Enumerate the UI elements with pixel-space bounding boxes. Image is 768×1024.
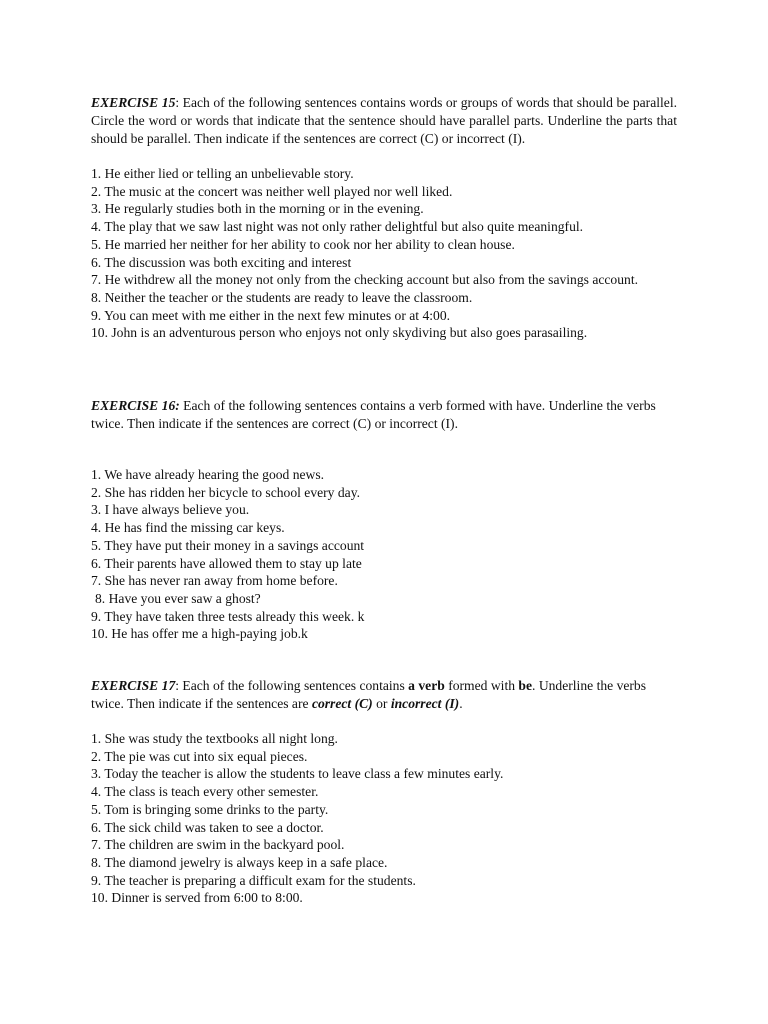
list-item: 7. She has never ran away from home before. (91, 573, 338, 589)
exercise-16-label: EXERCISE 16: (91, 398, 180, 413)
list-item: 3. He regularly studies both in the morning or in the evening. (91, 201, 424, 217)
list-item: 10. He has offer me a high-paying job.k (91, 626, 308, 642)
list-item: 5. He married her neither for her ability to cook nor her ability to clean house. (91, 236, 515, 252)
list-item: 1. He either lied or telling an unbelievable story. (91, 166, 354, 181)
exercise-15-text: Each of the following sentences contains words or groups of words that should be parallel. Circle the word or words that indicate that the sentence should have parallel parts. Underline the parts that should be parallel. Then indicate if the sentences are correct (C) or incorrect (I). (91, 95, 677, 146)
exercise-16-list (91, 466, 677, 643)
list-item: 7. The children are swim in the backyard pool. (91, 837, 345, 853)
exercise-17-emphasis: be (518, 678, 533, 693)
list-item: 9. You can meet with me either in the next few minutes or at 4:00. (91, 307, 451, 323)
list-item: 8. The diamond jewelry is always keep in a safe place. (91, 854, 388, 870)
list-item: 3. I have always believe you. (91, 502, 250, 518)
list-item: 6. The sick child was taken to see a doctor. (91, 819, 324, 835)
exercise-17-emphasis: incorrect (I) (390, 696, 460, 711)
list-item: 4. The play that we saw last night was not only rather delightful but also quite meaningful. (91, 219, 584, 235)
list-item: 5. They have put their money in a savings account (91, 537, 365, 553)
list-item: 6. The discussion was both exciting and interest (91, 254, 352, 270)
list-item: 4. The class is teach every other semester. (91, 784, 319, 800)
list-item: 3. Today the teacher is allow the students to leave class a few minutes early. (91, 766, 504, 782)
exercise-17-text-part: : Each of the following sentences contains (175, 678, 409, 693)
exercise-17-text-part: or (372, 696, 391, 711)
exercise-17-text-part: formed with (444, 678, 519, 693)
exercise-17-emphasis: a verb (408, 678, 445, 693)
list-item: 7. He withdrew all the money not only from the checking account but also from the savings account. (91, 272, 639, 288)
exercise-17-text-part: . Underline the verbs twice. Then indicate if the sentences are (91, 678, 647, 711)
exercise-16-instructions (91, 397, 677, 433)
exercise-15-instructions (91, 94, 677, 148)
list-item: 2. She has ridden her bicycle to school every day. (91, 484, 361, 500)
exercise-15-list (91, 165, 677, 342)
list-item: 10. Dinner is served from 6:00 to 8:00. (91, 890, 303, 906)
exercise-16-text: Each of the following sentences contains a verb formed with have. Underline the verbs twice. Then indicate if the sentences are correct (C) or incorrect (I). (91, 398, 656, 431)
exercise-15 (91, 94, 677, 342)
exercise-17-label: EXERCISE 17 (91, 678, 176, 693)
list-item: 5. Tom is bringing some drinks to the party. (91, 801, 329, 817)
list-item: 2. The music at the concert was neither well played nor well liked. (91, 183, 453, 199)
list-item: 9. They have taken three tests already this week. k (91, 608, 365, 624)
exercise-17-emphasis: correct (C) (311, 696, 373, 711)
exercise-17-text-part: . (459, 696, 463, 711)
list-item: 10. John is an adventurous person who enjoys not only skydiving but also goes parasailing. (91, 325, 588, 341)
exercise-17-instructions (91, 677, 677, 713)
list-item: 2. The pie was cut into six equal pieces. (91, 748, 308, 764)
list-item: 8. Neither the teacher or the students are ready to leave the classroom. (91, 289, 473, 305)
list-item: 9. The teacher is preparing a difficult exam for the students. (91, 872, 416, 888)
list-item: 1. We have already hearing the good news. (91, 467, 325, 482)
exercise-15-label: EXERCISE 15 (91, 95, 176, 110)
exercise-16 (91, 397, 677, 643)
exercise-15-separator: : (175, 95, 180, 110)
list-item: 8. Have you ever saw a ghost? (95, 590, 261, 606)
list-item: 6. Their parents have allowed them to stay up late (91, 555, 362, 571)
exercise-17-list (91, 730, 677, 907)
exercise-17 (91, 677, 677, 907)
list-item: 4. He has find the missing car keys. (91, 520, 285, 536)
list-item: 1. She was study the textbooks all night long. (91, 731, 338, 746)
